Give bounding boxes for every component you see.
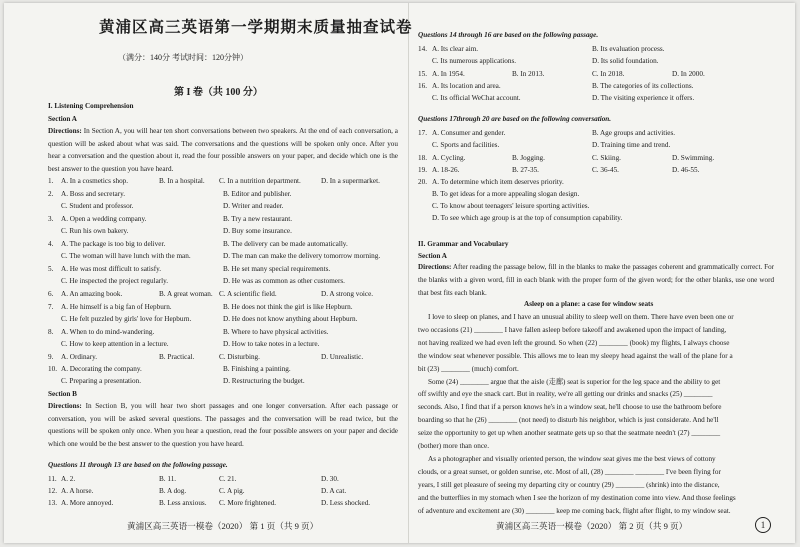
answer-option[interactable]: B. Finishing a painting. xyxy=(223,365,291,373)
passage-line: seconds. Also, I find that if a person knows he's in a window seat, he'll choose to use the bathroom before xyxy=(418,403,722,412)
q14-16-heading: Questions 14 through 16 are based on the following passage. xyxy=(418,31,599,39)
answer-option[interactable]: D. Its solid foundation. xyxy=(592,57,659,65)
answer-option[interactable]: C. Skiing. xyxy=(592,154,621,162)
answer-option[interactable]: C. A scientific field. xyxy=(219,290,277,298)
question-row xyxy=(418,127,774,149)
page-fold xyxy=(408,3,409,543)
passage-title: Asleep on a plane: a case for window seats xyxy=(524,300,654,308)
answer-option[interactable]: B. Editor and publisher. xyxy=(223,190,292,198)
directions-label: Directions: xyxy=(418,263,452,271)
answer-option[interactable]: C. 36-45. xyxy=(592,166,619,174)
answer-option[interactable]: A. Consumer and gender. xyxy=(432,129,506,137)
footer-right: 黄浦区高三英语一模卷（2020） 第 2 页（共 9 页） xyxy=(496,521,688,531)
answer-option[interactable]: C. Its numerous applications. xyxy=(432,57,517,65)
question-number: 18. xyxy=(418,154,427,162)
question-number: 8. xyxy=(48,328,54,336)
answer-option[interactable]: A. An amazing book. xyxy=(61,290,123,298)
question-number: 3. xyxy=(48,215,54,223)
question-row xyxy=(48,301,398,323)
question-number: 15. xyxy=(418,70,427,78)
question-row xyxy=(48,363,398,385)
directions-b xyxy=(48,400,398,451)
q11-13-heading: Questions 11 through 13 are based on the following passage. xyxy=(48,461,228,469)
page-badge: 1 xyxy=(755,517,771,533)
footer-left: 黄浦区高三英语一模卷（2020） 第 1 页（共 9 页） xyxy=(127,521,319,531)
answer-option[interactable]: D. Training time and trend. xyxy=(592,141,671,149)
answer-option[interactable]: A. Boss and secretary. xyxy=(61,190,126,198)
question-row xyxy=(48,497,398,509)
section-b-label: Section B xyxy=(48,390,77,398)
question-number: 5. xyxy=(48,265,54,273)
answer-option[interactable]: A. 2. xyxy=(61,475,76,483)
answer-option[interactable]: A. Its location and area. xyxy=(432,82,501,90)
question-row xyxy=(48,288,398,300)
question-row xyxy=(418,43,774,65)
question-number: 17. xyxy=(418,129,427,137)
question-row xyxy=(48,238,398,260)
answer-option[interactable]: C. Run his own bakery. xyxy=(61,227,129,235)
answer-option[interactable]: D. In 2000. xyxy=(672,70,705,78)
answer-option[interactable]: C. He inspected the project regularly. xyxy=(61,277,169,285)
question-row xyxy=(418,176,774,222)
question-row xyxy=(418,164,774,176)
answer-option[interactable]: D. In a supermarket. xyxy=(321,177,380,185)
answer-option[interactable]: B. The categories of its collections. xyxy=(592,82,694,90)
answer-option[interactable]: C. In a nutrition department. xyxy=(219,177,301,185)
directions-ii xyxy=(418,261,774,299)
answer-option[interactable]: B. He set many special requirements. xyxy=(223,265,331,273)
question-row xyxy=(48,485,398,497)
exam-title: 黄浦区高三英语第一学期期末质量抽查试卷 xyxy=(99,19,413,36)
answer-option[interactable]: C. More frightened. xyxy=(219,499,277,507)
answer-option[interactable]: D. The man can make the delivery tomorrow morning. xyxy=(223,252,381,260)
passage-line: off swiftly and eye the snack cart. But in reality, we're all getting our drinks and snacks (25) ________ xyxy=(418,390,713,399)
exam-sheet xyxy=(4,3,795,543)
passage-line: bit (23) ________ (much) comfort. xyxy=(418,364,519,373)
answer-option[interactable]: B. Where to have physical activities. xyxy=(223,328,329,336)
answer-option[interactable]: B. 11. xyxy=(159,475,177,483)
section-a-label: Section A xyxy=(48,115,77,123)
answer-option[interactable]: D. Unrealistic. xyxy=(321,353,364,361)
answer-option[interactable]: A. 18-26. xyxy=(432,166,460,174)
question-row xyxy=(418,80,774,102)
passage-line: years, I still get pleasure of seeing my departing city or country (29) ________ (shrink) into the distance, xyxy=(418,480,720,489)
answer-option[interactable]: D. He was as common as other customers. xyxy=(223,277,345,285)
answer-option[interactable]: A. More annoyed. xyxy=(61,499,114,507)
question-row xyxy=(48,188,398,210)
answer-option[interactable]: B. Try a new restaurant. xyxy=(223,215,293,223)
question-row xyxy=(48,213,398,235)
passage-line: As a photographer and visually oriented person, the window seat gives me the best views of cottony xyxy=(428,454,716,463)
question-number: 9. xyxy=(48,353,54,361)
answer-option[interactable]: A. To determine which item deserves priority. xyxy=(432,178,564,186)
question-number: 19. xyxy=(418,166,427,174)
answer-option[interactable]: C. To know about teenagers' leisure sporting activities. xyxy=(432,202,590,210)
directions-text: In Section A, you will hear ten short conversations between two speakers. At the end of each conversation, a question will be asked about what was said. The conversations and the questions will be spoken only once. After you hear a conversation and the question about it, read the four possible answers on your paper, and decide which one is the best answer to the question you have heard. xyxy=(48,127,398,174)
answer-option[interactable]: B. To get ideas for a more appealing slogan design. xyxy=(432,190,580,198)
answer-option[interactable]: B. A dog. xyxy=(159,487,187,495)
passage-line: I love to sleep on planes, and I have an unusual ability to sleep well on them. There have even been one or xyxy=(428,313,734,321)
directions-text: In Section B, you will hear two short passages and one longer conversation. After each passage or conversation, you will be asked several questions. The passages and the conversation will be read twice, but the questions will be spoken only once. When you hear a question, read the four possible answers on your paper and decide which one would be the best answer to the question you have heard. xyxy=(48,402,399,449)
question-number: 16. xyxy=(418,82,427,90)
directions-label: Directions: xyxy=(48,127,82,135)
answer-option[interactable]: B. He does not think the girl is like Hepburn. xyxy=(223,303,353,311)
answer-option[interactable]: C. 21. xyxy=(219,475,237,483)
passage-line: the window seat whenever possible. This allows me to lean my sleepy head against the wall of the plane for a xyxy=(418,351,733,360)
question-row xyxy=(48,351,398,363)
question-row xyxy=(48,326,398,348)
q17-20-heading: Questions 17through 20 are based on the following conversation. xyxy=(418,115,612,123)
answer-option[interactable]: B. Practical. xyxy=(159,353,195,361)
passage-line: (bother) more than once. xyxy=(418,442,490,450)
passage-line: of adventure and excitement are (30) ________ keep me coming back, flight after flight, to my window seat. xyxy=(418,506,731,515)
answer-option[interactable]: D. 30. xyxy=(321,475,339,483)
answer-option[interactable]: C. Its official WeChat account. xyxy=(432,94,521,102)
passage-line: seize the opportunity to get up when another seatmate gets up so that the seatmate needn't (27) ________ xyxy=(418,429,721,438)
answer-option[interactable]: A. In a cosmetics shop. xyxy=(61,177,129,185)
question-row xyxy=(48,175,398,187)
question-number: 1. xyxy=(48,177,54,185)
question-row xyxy=(48,263,398,285)
passage-line: boarding so that he (26) ________ (not need) to disturb his neighbor, which is just considerate. And he'll xyxy=(418,416,719,425)
answer-option[interactable]: B. In 2013. xyxy=(512,70,545,78)
answer-option[interactable]: D. 46-55. xyxy=(672,166,700,174)
question-number: 6. xyxy=(48,290,54,298)
answer-option[interactable]: A. In 1954. xyxy=(432,70,465,78)
answer-option[interactable]: D. Writer and reader. xyxy=(223,202,284,210)
answer-option[interactable]: D. Restructuring the budget. xyxy=(223,377,305,385)
answer-option[interactable]: D. How to take notes in a lecture. xyxy=(223,340,320,348)
answer-option[interactable]: B. Less anxious. xyxy=(159,499,207,507)
answer-option[interactable]: B. Its evaluation process. xyxy=(592,45,665,53)
answer-option[interactable]: A. Ordinary. xyxy=(61,353,98,361)
exam-subtitle: （满分：140分 考试时间：120分钟） xyxy=(118,53,248,62)
answer-option[interactable]: A. Cycling. xyxy=(432,154,466,162)
answer-option[interactable]: C. A pig. xyxy=(219,487,245,495)
answer-option[interactable]: C. He felt puzzled by girls' love for Hepburn. xyxy=(61,315,192,323)
answer-option[interactable]: D. Less shocked. xyxy=(321,499,371,507)
answer-option[interactable]: B. The delivery can be made automatically. xyxy=(223,240,348,248)
passage-line: Some (24) ________ argue that the aisle (走廊) seat is superior for the leg space and the ability to get xyxy=(428,377,721,386)
question-number: 11. xyxy=(48,475,57,483)
answer-option[interactable]: D. A strong voice. xyxy=(321,290,374,298)
section-a-label: Section A xyxy=(418,252,447,260)
directions-a xyxy=(48,125,398,176)
answer-option[interactable]: C. Student and professor. xyxy=(61,202,134,210)
directions-label: Directions: xyxy=(48,402,82,410)
question-number: 12. xyxy=(48,487,57,495)
answer-option[interactable]: A. Open a wedding company. xyxy=(61,215,147,223)
question-number: 10. xyxy=(48,365,57,373)
page-right xyxy=(418,3,774,543)
answer-option[interactable]: B. Jogging. xyxy=(512,154,545,162)
answer-option[interactable]: B. 27-35. xyxy=(512,166,539,174)
answer-option[interactable]: A. He himself is a big fan of Hepburn. xyxy=(61,303,172,311)
answer-option[interactable]: D. A cat. xyxy=(321,487,347,495)
answer-option[interactable]: C. Disturbing. xyxy=(219,353,260,361)
answer-option[interactable]: B. In a hospital. xyxy=(159,177,205,185)
section-ii-title: II. Grammar and Vocabulary xyxy=(418,240,509,248)
directions-text: After reading the passage below, fill in the blanks to make the passages coherent and grammatically correct. For the blanks with a given word, fill in each blank with the proper form of the given word; for the other blanks, use one word that best fits each blank. xyxy=(418,263,774,297)
question-number: 7. xyxy=(48,303,54,311)
section-title: I. Listening Comprehension xyxy=(48,102,134,110)
answer-option[interactable]: A. He was most difficult to satisfy. xyxy=(61,265,162,273)
part-heading: 第 I 卷（共 100 分） xyxy=(174,87,263,98)
answer-option[interactable]: A. When to do mind-wandering. xyxy=(61,328,155,336)
answer-option[interactable]: C. The woman will have lunch with the man. xyxy=(61,252,191,260)
answer-option[interactable]: A. Its clear aim. xyxy=(432,45,479,53)
passage-line: not having realized we had even left the ground. So when (22) ________ (book) my flights, I always choose xyxy=(418,338,730,347)
answer-option[interactable]: D. Swimming. xyxy=(672,154,715,162)
answer-option[interactable]: A. The package is too big to deliver. xyxy=(61,240,166,248)
question-number: 20. xyxy=(418,178,427,186)
answer-option[interactable]: C. Sports and facilities. xyxy=(432,141,500,149)
answer-option[interactable]: D. He does not know anything about Hepburn. xyxy=(223,315,358,323)
question-row xyxy=(48,473,398,485)
passage-line: clouds, or a great sunset, or golden sunrise, etc. Most of all, (28) ________ ________ I've been flying for xyxy=(418,467,721,476)
page-left xyxy=(48,3,413,543)
question-row xyxy=(418,68,774,80)
question-number: 14. xyxy=(418,45,427,53)
answer-option[interactable]: D. To see which age group is at the top of consumption capability. xyxy=(432,214,623,222)
answer-option[interactable]: A. A horse. xyxy=(61,487,94,495)
question-number: 2. xyxy=(48,190,54,198)
answer-option[interactable]: B. A great woman. xyxy=(159,290,213,298)
answer-option[interactable]: C. In 2018. xyxy=(592,70,625,78)
answer-option[interactable]: C. How to keep attention in a lecture. xyxy=(61,340,169,348)
passage-line: and the butterflies in my stomach when I see the horizon of my destination come into view. And those feelings xyxy=(418,493,736,502)
answer-option[interactable]: D. Buy some insurance. xyxy=(223,227,292,235)
answer-option[interactable]: D. The visiting experience it offers. xyxy=(592,94,695,102)
question-number: 13. xyxy=(48,499,57,507)
answer-option[interactable]: C. Preparing a presentation. xyxy=(61,377,142,385)
answer-option[interactable]: A. Decorating the company. xyxy=(61,365,142,373)
answer-option[interactable]: B. Age groups and activities. xyxy=(592,129,676,137)
question-row xyxy=(418,152,774,164)
question-number: 4. xyxy=(48,240,54,248)
passage-line: two occasions (21) ________ I have fallen asleep before takeoff and awakened upon the impact of landing, xyxy=(418,325,727,334)
